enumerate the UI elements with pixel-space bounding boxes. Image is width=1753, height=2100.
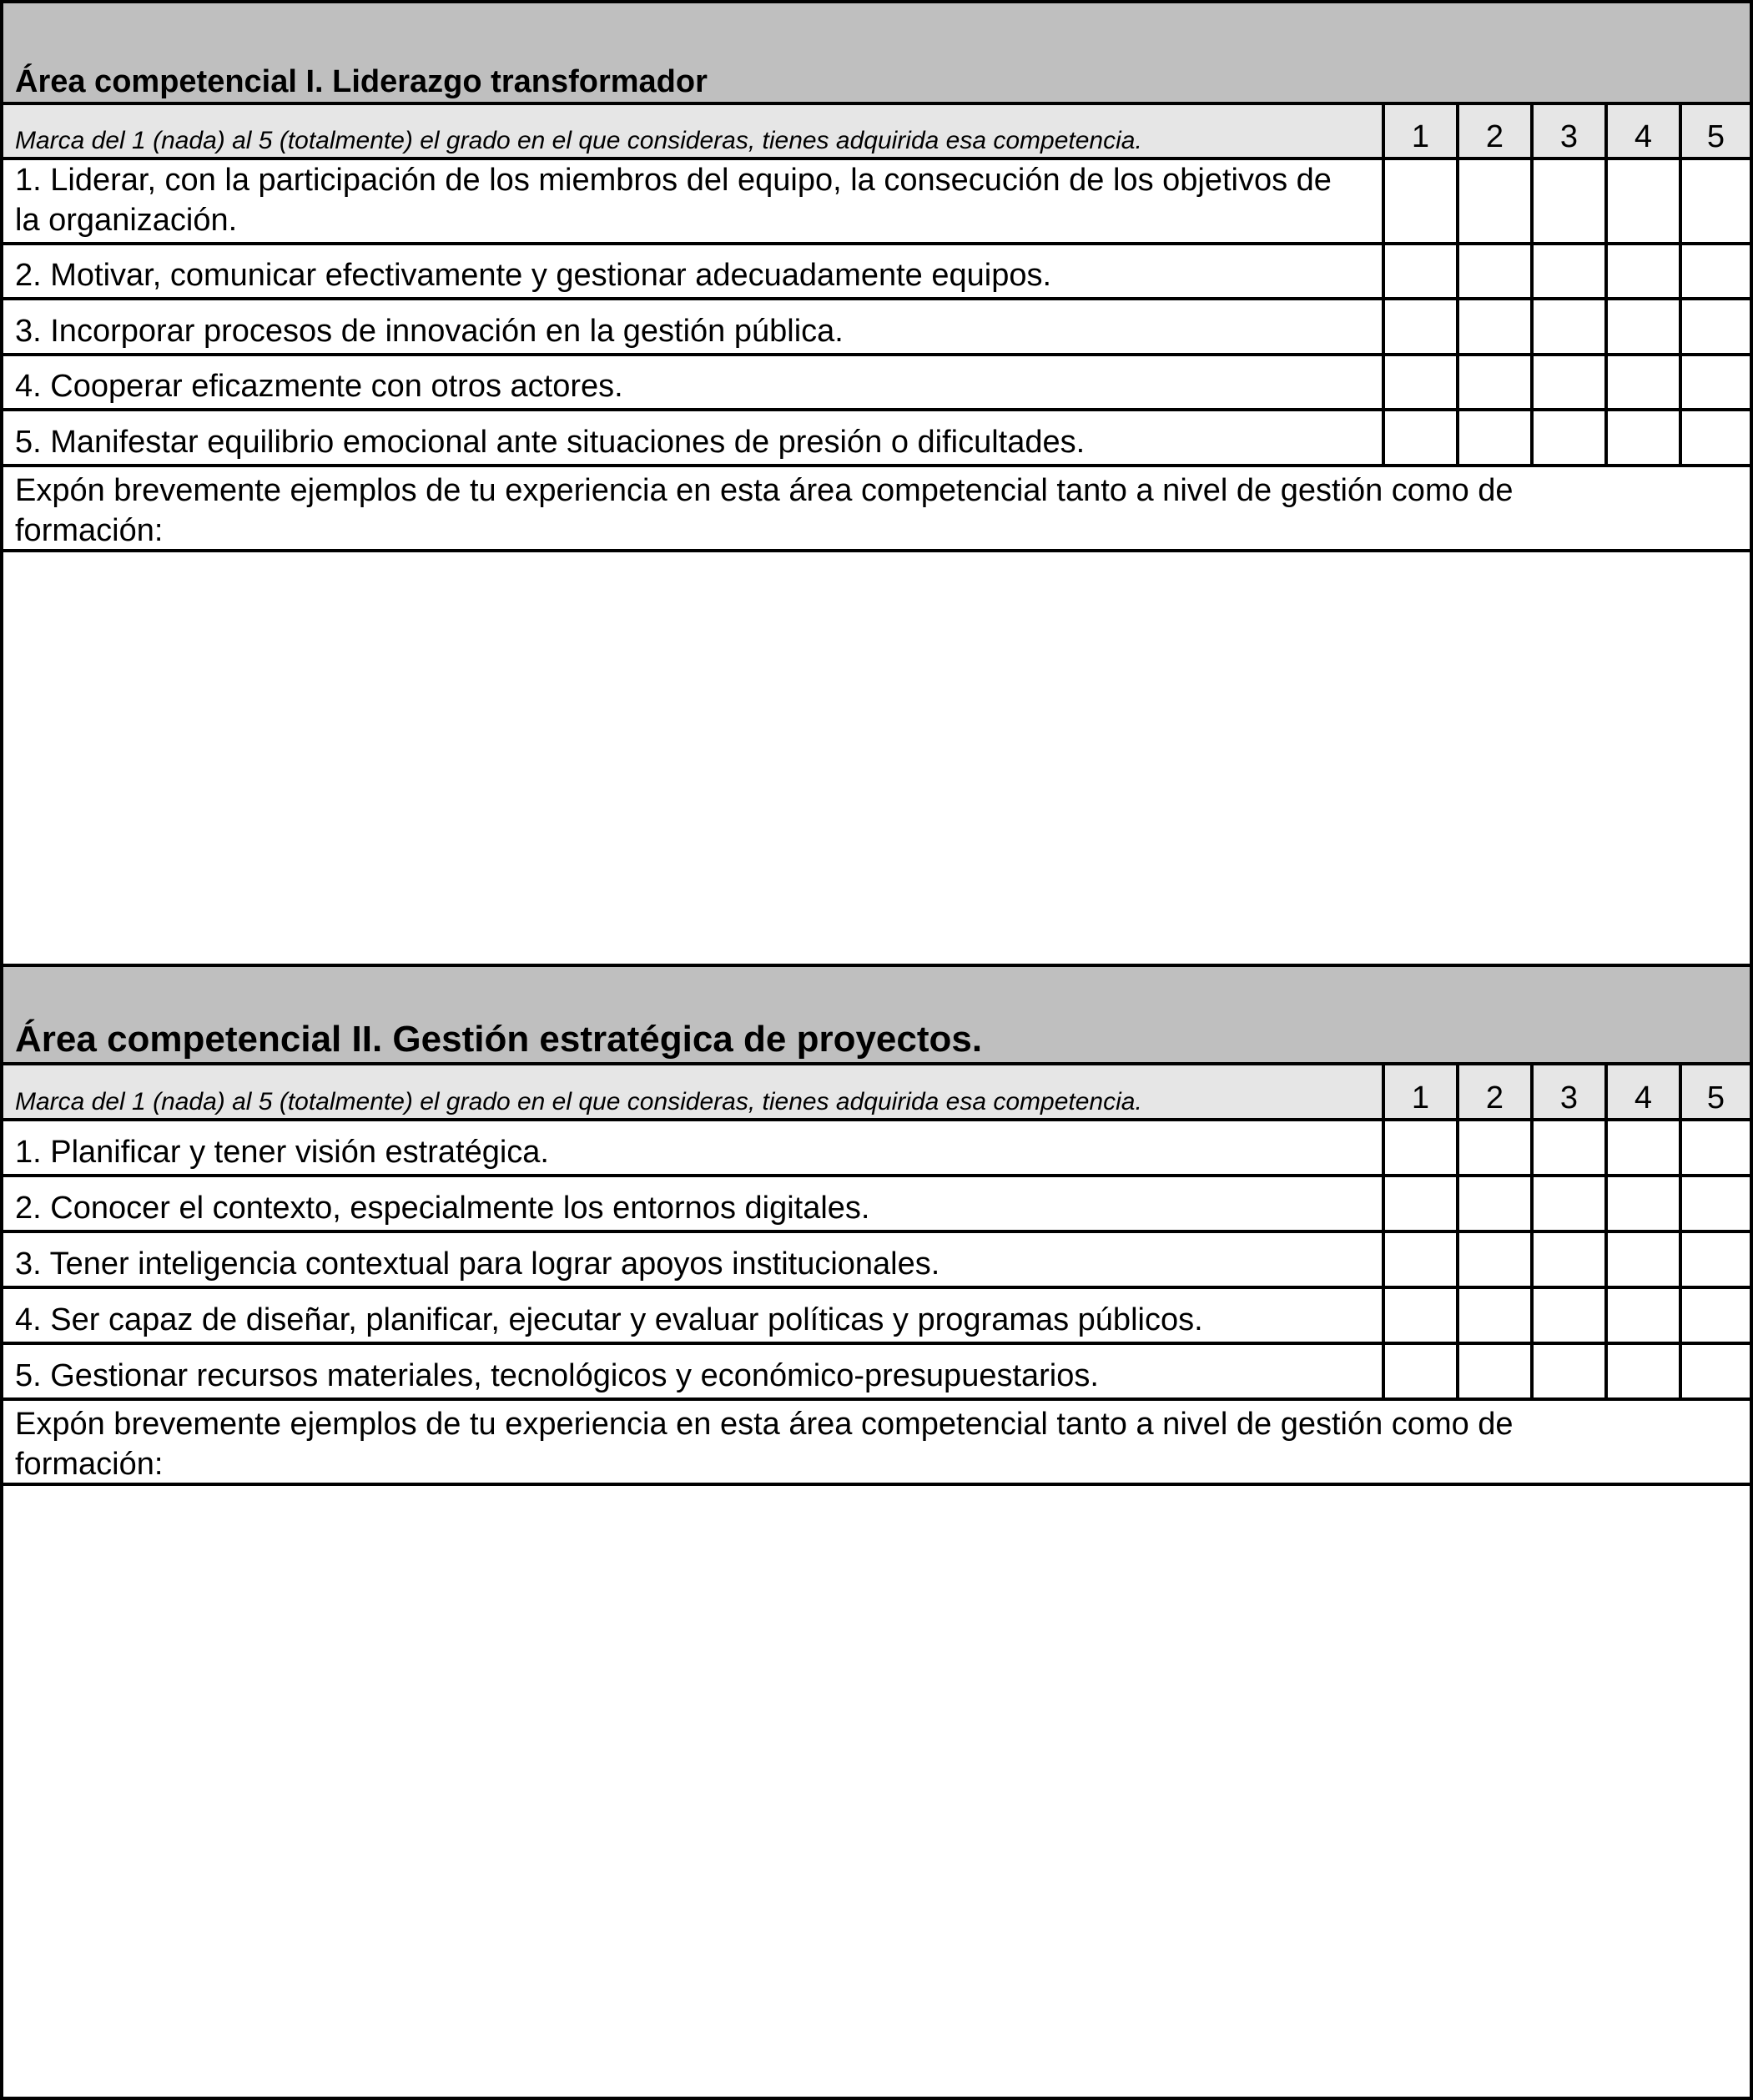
rating-cell-1[interactable]: [1382, 1177, 1456, 1230]
rating-cell-2[interactable]: [1456, 1177, 1530, 1230]
section-1-instruction-row: [3, 105, 1750, 160]
rating-cell-4[interactable]: [1604, 411, 1679, 464]
rating-cell-4[interactable]: [1604, 1233, 1679, 1286]
scale-label: 3: [1559, 1080, 1579, 1115]
scale-header-2: [1456, 105, 1530, 157]
rating-cell-1[interactable]: [1382, 1345, 1456, 1397]
item-text: 4. Cooperar eficazmente con otros actores.: [15, 369, 623, 404]
scale-header-4: [1604, 105, 1679, 157]
rating-cell-3[interactable]: [1530, 1345, 1604, 1397]
rating-cell-2[interactable]: [1456, 160, 1530, 242]
item-text: 2. Motivar, comunicar efectivamente y gestionar adecuadamente equipos.: [15, 258, 1052, 293]
scale-label: 5: [1706, 1080, 1725, 1115]
scale-header-3: [1530, 1065, 1604, 1118]
rating-cell-2[interactable]: [1456, 356, 1530, 408]
rating-cell-5[interactable]: [1679, 1177, 1750, 1230]
section-2-item-2: [3, 1177, 1750, 1233]
item-text: 3. Tener inteligencia contextual para lograr apoyos institucionales.: [15, 1246, 940, 1282]
section-1-item-1: [3, 160, 1750, 245]
section-2-experience-textarea[interactable]: [3, 1486, 1750, 2097]
rating-cell-2[interactable]: [1456, 1345, 1530, 1397]
scale-label: 4: [1634, 1080, 1653, 1115]
section-2-prompt-row: [3, 1401, 1750, 1486]
section-2-title: Área competencial II. Gestión estratégica de proyectos.: [15, 1019, 983, 1060]
rating-cell-2[interactable]: [1456, 1289, 1530, 1342]
rating-cell-5[interactable]: [1679, 245, 1750, 297]
rating-cell-4[interactable]: [1604, 300, 1679, 353]
section-1-item-3: [3, 300, 1750, 356]
rating-cell-1[interactable]: [1382, 160, 1456, 242]
scale-header-3: [1530, 105, 1604, 157]
rating-cell-4[interactable]: [1604, 245, 1679, 297]
rating-cell-4[interactable]: [1604, 1345, 1679, 1397]
item-text: 5. Gestionar recursos materiales, tecnológicos y económico-presupuestarios.: [15, 1358, 1099, 1393]
rating-cell-3[interactable]: [1530, 356, 1604, 408]
section-2-item-4: [3, 1289, 1750, 1345]
rating-cell-5[interactable]: [1679, 356, 1750, 408]
scale-label: 4: [1634, 119, 1653, 154]
section-2-instruction-row: [3, 1065, 1750, 1121]
rating-cell-1[interactable]: [1382, 1289, 1456, 1342]
section-1-instruction: Marca del 1 (nada) al 5 (totalmente) el grado en el que consideras, tienes adquirida esa competencia.: [15, 127, 1142, 154]
scale-header-1: [1382, 105, 1456, 157]
rating-cell-3[interactable]: [1530, 1289, 1604, 1342]
section-2-header: [3, 967, 1750, 1065]
section-2-item-1: [3, 1121, 1750, 1177]
rating-cell-1[interactable]: [1382, 300, 1456, 353]
rating-cell-5[interactable]: [1679, 1233, 1750, 1286]
rating-cell-2[interactable]: [1456, 1233, 1530, 1286]
rating-cell-1[interactable]: [1382, 1233, 1456, 1286]
rating-cell-3[interactable]: [1530, 1177, 1604, 1230]
section-1-item-4: [3, 356, 1750, 411]
rating-cell-4[interactable]: [1604, 1121, 1679, 1174]
rating-cell-4[interactable]: [1604, 160, 1679, 242]
scale-label: 2: [1485, 119, 1504, 154]
rating-cell-3[interactable]: [1530, 1121, 1604, 1174]
section-2-instruction: Marca del 1 (nada) al 5 (totalmente) el grado en el que consideras, tienes adquirida esa competencia.: [15, 1088, 1142, 1115]
rating-cell-5[interactable]: [1679, 411, 1750, 464]
section-1-prompt: Expón brevemente ejemplos de tu experiencia en esta área competencial tanto a nivel de gestión como de formación:: [15, 473, 1514, 548]
scale-header-4: [1604, 1065, 1679, 1118]
scale-label: 5: [1706, 119, 1725, 154]
rating-cell-2[interactable]: [1456, 245, 1530, 297]
rating-cell-4[interactable]: [1604, 1289, 1679, 1342]
rating-cell-4[interactable]: [1604, 1177, 1679, 1230]
section-1-experience-textarea[interactable]: [3, 552, 1750, 967]
section-2-prompt: Expón brevemente ejemplos de tu experiencia en esta área competencial tanto a nivel de gestión como de formación:: [15, 1407, 1514, 1482]
section-1-title: Área competencial I. Liderazgo transformador: [15, 64, 708, 99]
section-1-prompt-row: [3, 467, 1750, 552]
scale-label: 2: [1485, 1080, 1504, 1115]
section-1-item-5: [3, 411, 1750, 467]
section-1-item-2: [3, 245, 1750, 300]
rating-cell-3[interactable]: [1530, 245, 1604, 297]
scale-header-5: [1679, 1065, 1750, 1118]
item-text: 5. Manifestar equilibrio emocional ante situaciones de presión o dificultades.: [15, 425, 1086, 460]
rating-cell-3[interactable]: [1530, 411, 1604, 464]
rating-cell-2[interactable]: [1456, 411, 1530, 464]
rating-cell-1[interactable]: [1382, 356, 1456, 408]
rating-cell-1[interactable]: [1382, 245, 1456, 297]
rating-cell-3[interactable]: [1530, 300, 1604, 353]
scale-label: 1: [1411, 1080, 1430, 1115]
item-text: 1. Liderar, con la participación de los miembros del equipo, la consecución de los objetivos de la organización.: [15, 163, 1332, 238]
rating-cell-4[interactable]: [1604, 356, 1679, 408]
rating-cell-3[interactable]: [1530, 1233, 1604, 1286]
section-1-header: [3, 3, 1750, 105]
rating-cell-2[interactable]: [1456, 300, 1530, 353]
rating-cell-1[interactable]: [1382, 1121, 1456, 1174]
item-text: 2. Conocer el contexto, especialmente los entornos digitales.: [15, 1191, 870, 1226]
item-text: 4. Ser capaz de diseñar, planificar, ejecutar y evaluar políticas y programas públicos.: [15, 1302, 1203, 1337]
section-2-item-3: [3, 1233, 1750, 1289]
rating-cell-3[interactable]: [1530, 160, 1604, 242]
rating-cell-5[interactable]: [1679, 300, 1750, 353]
scale-label: 1: [1411, 119, 1430, 154]
section-2-item-5: [3, 1345, 1750, 1401]
item-text: 1. Planificar y tener visión estratégica.: [15, 1135, 549, 1170]
item-text: 3. Incorporar procesos de innovación en la gestión pública.: [15, 314, 844, 349]
scale-header-2: [1456, 1065, 1530, 1118]
rating-cell-1[interactable]: [1382, 411, 1456, 464]
rating-cell-2[interactable]: [1456, 1121, 1530, 1174]
rating-cell-5[interactable]: [1679, 160, 1750, 242]
scale-header-1: [1382, 1065, 1456, 1118]
scale-header-5: [1679, 105, 1750, 157]
scale-label: 3: [1559, 119, 1579, 154]
rating-cell-5[interactable]: [1679, 1121, 1750, 1174]
rating-cell-5[interactable]: [1679, 1289, 1750, 1342]
rating-cell-5[interactable]: [1679, 1345, 1750, 1397]
